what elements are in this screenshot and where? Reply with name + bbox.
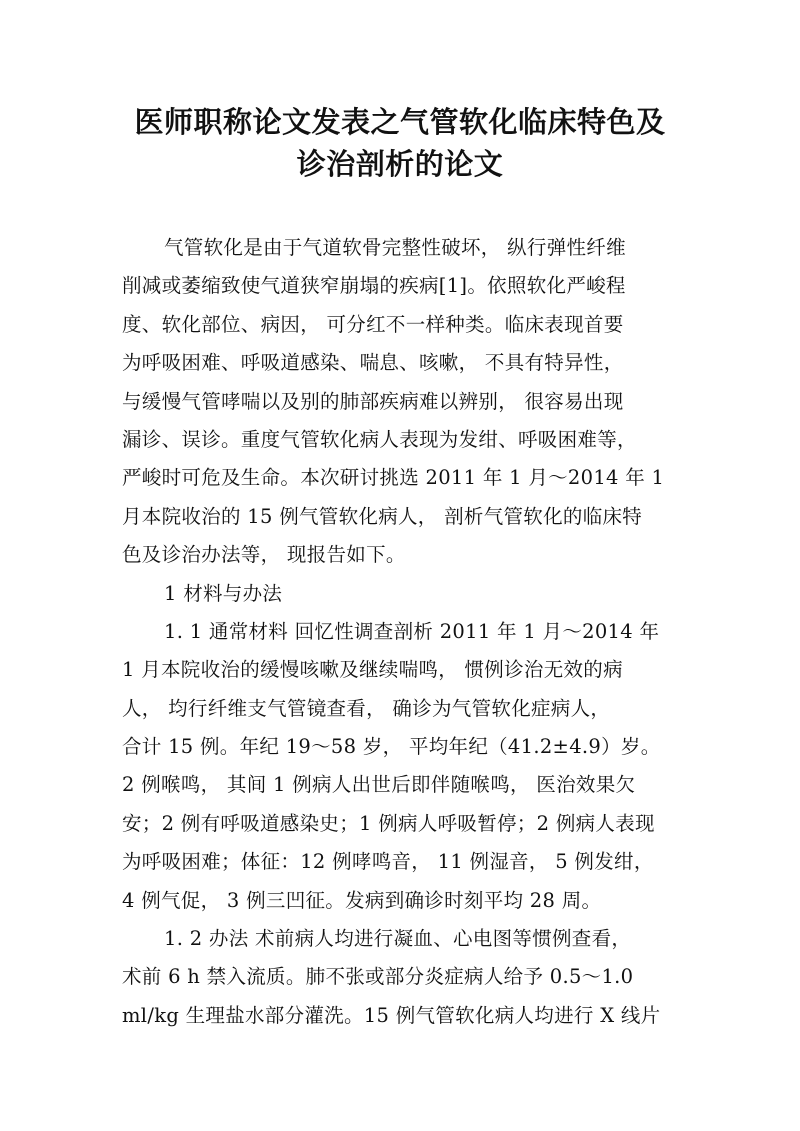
subsection-line: 1. 1 通常材料 回忆性调查剖析 2011 年 1 月～2014 年 [164, 619, 660, 643]
paragraph-line: 4 例气促， 3 例三凹征。发病到确诊时刻平均 28 周。 [122, 888, 602, 912]
paragraph-line: 合计 15 例。年纪 19～58 岁， 平均年纪（41.2±4.9）岁。 [122, 735, 661, 759]
paragraph-line: 1 月本院收治的缓慢咳嗽及继续喘鸣， 惯例诊治无效的病 [122, 658, 623, 682]
section-heading: 1 材料与办法 [164, 581, 283, 605]
document-body [122, 229, 682, 1035]
paragraph-line: 2 例喉鸣， 其间 1 例病人出世后即伴随喉鸣， 医治效果欠 [122, 773, 636, 797]
paragraph-line: 术前 6 h 禁入流质。肺不张或部分炎症病人给予 0.5～1.0 [122, 965, 634, 989]
subsection-line: 1. 2 办法 术前病人均进行凝血、心电图等惯例查看， [164, 927, 632, 951]
paragraph-line: 气管软化是由于气道软骨完整性破坏， 纵行弹性纤维 [164, 236, 626, 259]
paragraph-line: 为呼吸困难、呼吸道感染、喘息、咳嗽， 不具有特异性， [122, 351, 624, 375]
paragraph-line: 安；2 例有呼吸道感染史；1 例病人呼吸暂停；2 例病人表现 [122, 811, 655, 835]
paragraph-line: 色及诊治办法等， 现报告如下。 [122, 543, 406, 567]
paragraph-line: 与缓慢气管哮喘以及别的肺部疾病难以辨别， 很容易出现 [122, 389, 624, 413]
document-title-line-1: 医师职称论文发表之气管软化临床特色及 [134, 105, 666, 139]
paragraph-line: 人， 均行纤维支气管镜查看， 确诊为气管软化症病人， [122, 696, 611, 720]
paragraph-line: 月本院收治的 15 例气管软化病人， 剖析气管软化的临床特 [122, 504, 643, 528]
paragraph-line: 严峻时可危及生命。本次研讨挑选 2011 年 1 月～2014 年 1 [122, 466, 665, 490]
paragraph-line: ml/kg 生理盐水部分灌洗。15 例气管软化病人均进行 X 线片 [122, 1003, 661, 1027]
paragraph-line: 为呼吸困难；体征：12 例哮鸣音， 11 例湿音， 5 例发绀， [122, 850, 654, 874]
paragraph-line: 漏诊、误诊。重度气管软化病人表现为发绀、呼吸困难等， [122, 427, 637, 451]
paragraph-line: 削减或萎缩致使气道狭窄崩塌的疾病[1]。依照软化严峻程 [122, 274, 626, 298]
document-title-line-2: 诊治剖析的论文 [296, 147, 504, 181]
paragraph-line: 度、软化部位、病因， 可分红不一样种类。临床表现首要 [122, 312, 624, 336]
